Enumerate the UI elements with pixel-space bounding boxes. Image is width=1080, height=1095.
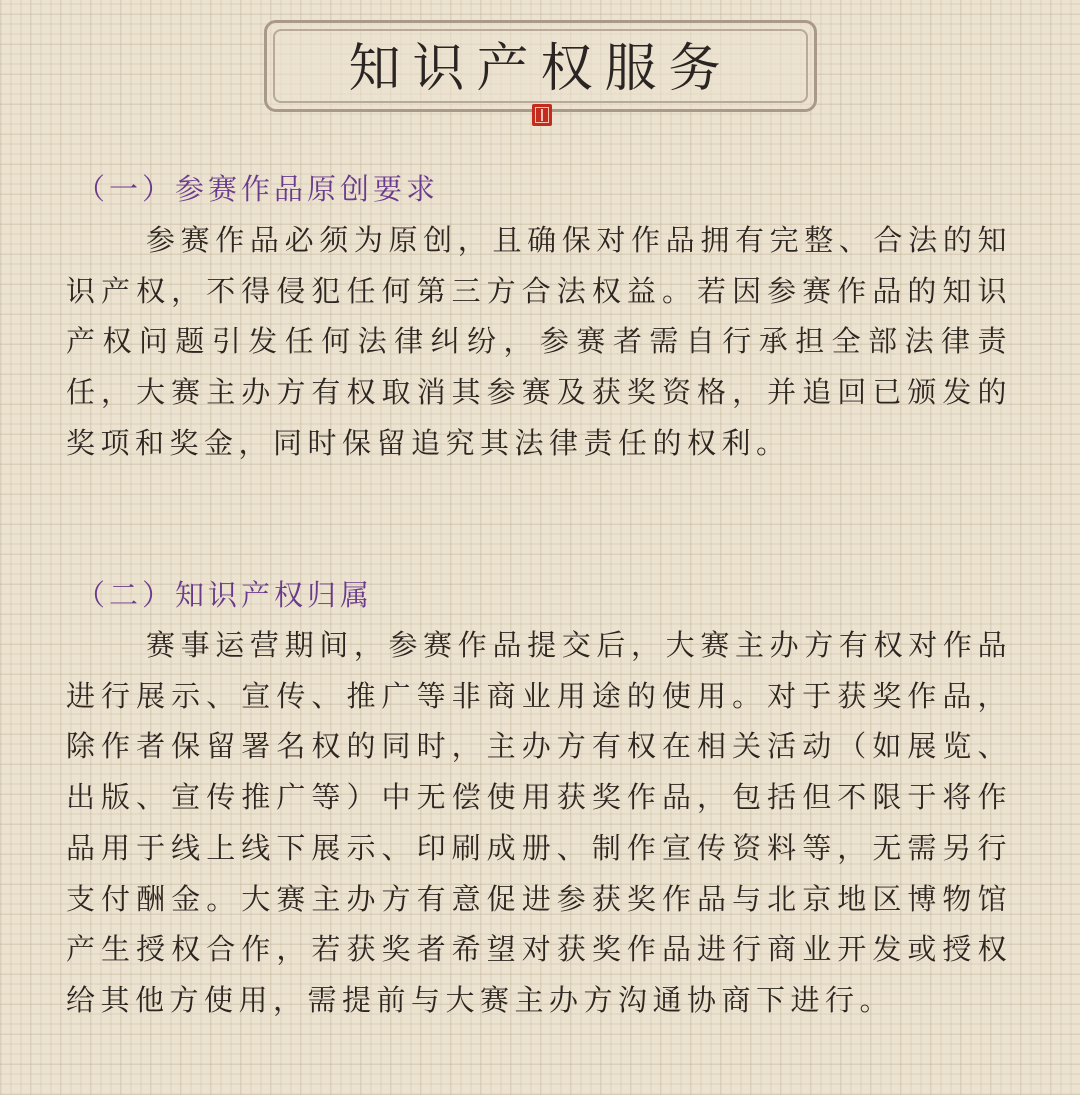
title-frame [264,20,817,112]
page-title: 知识产权服务 [348,39,733,99]
section-heading-ip-ownership: （二）知识产权归属 [76,578,374,612]
seal-stamp-icon [532,104,552,126]
section-body-ip-ownership: 赛事运营期间，参赛作品提交后，大赛主办方有权对作品进行展示、宣传、推广等非商业用途的使用。对于获奖作品，除作者保留署名权的同时，主办方有权在相关活动（如展览、出版、宣传推广等）中无偿使用获奖作品，包括但不限于将作品用于线上线下展示、印刷成册、制作宣传资料等，无需另行支付酬金。大赛主办方有意促进参获奖作品与北京地区博物馆产生授权合作，若获奖者希望对获奖作品进行商业开发或授权给其他方使用，需提前与大赛主办方沟通协商下进行。 [66,628,1012,1017]
section-heading-original-requirements: （一）参赛作品原创要求 [76,172,440,206]
section-body-original-requirements: 参赛作品必须为原创，且确保对作品拥有完整、合法的知识产权，不得侵犯任何第三方合法权益。若因参赛作品的知识产权问题引发任何法律纠纷，参赛者需自行承担全部法律责任，大赛主办方有权取消其参赛及获奖资格，并追回已颁发的奖项和奖金，同时保留追究其法律责任的权利。 [66,223,1012,460]
